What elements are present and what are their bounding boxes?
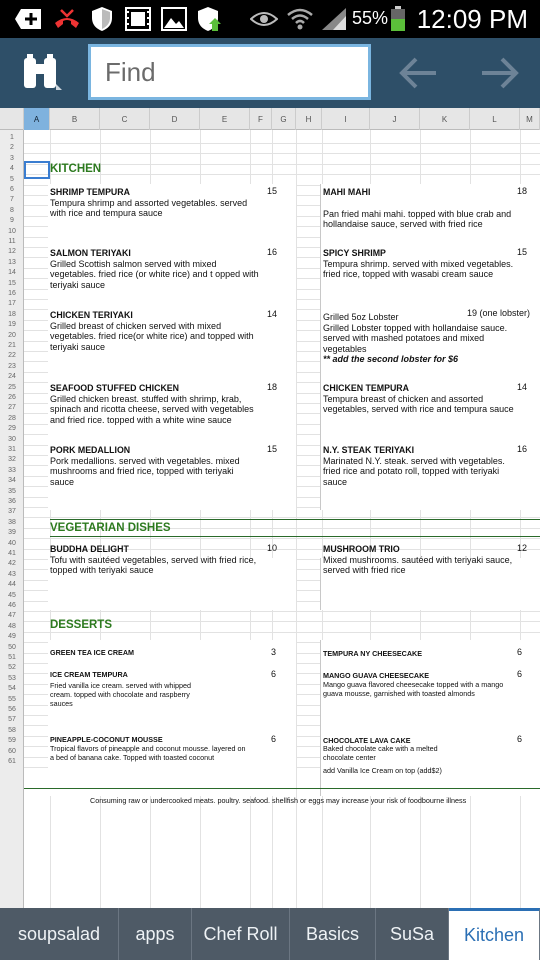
item-name: CHOCOLATE LAVA CAKE <box>323 736 411 745</box>
item-desc: Fried vanilla ice cream. served with whipped cream. topped with chocolate and raspberry sauces <box>50 681 192 708</box>
item-name: SHRIMP TEMPURA <box>50 187 130 197</box>
column-label[interactable]: L <box>470 108 520 130</box>
row-label[interactable]: 12 <box>8 248 16 256</box>
section-desserts: DESSERTS <box>50 619 112 631</box>
footer-note: Consuming raw or undercooked meats. poultry. seafood. shellfish or eggs may increase your risk of foodbourne illness <box>90 796 467 805</box>
item-name: CHICKEN TERIYAKI <box>50 310 133 320</box>
column-label[interactable]: A <box>24 108 50 130</box>
item-price: 6 <box>271 669 277 679</box>
row-label[interactable]: 26 <box>8 394 16 401</box>
row-label[interactable]: 60 <box>8 747 16 755</box>
row-label[interactable]: 19 <box>8 321 16 329</box>
item-price: 14 <box>517 382 528 392</box>
column-label[interactable]: K <box>420 108 470 130</box>
item-desc: Mixed mushrooms. sautéed with teriyaki sauce, served with fried rice <box>323 555 513 576</box>
item-name: PINEAPPLE-COCONUT MOUSSE <box>50 735 163 744</box>
row-label[interactable]: 20 <box>8 331 16 339</box>
image-icon <box>160 6 188 32</box>
item-desc: Grilled chicken breast. stuffed with shrimp, krab, spinach and ricotta cheese, served with vegetables and fried rice. topped with a white wine sauce <box>50 394 254 425</box>
item-name: GREEN TEA ICE CREAM <box>50 648 134 657</box>
item-price: 19 (one lobster) <box>467 308 531 318</box>
shield-icon <box>90 6 114 32</box>
row-label[interactable]: 57 <box>8 716 16 724</box>
sheet-tabs <box>0 908 540 960</box>
row-label[interactable]: 39 <box>8 529 16 537</box>
item-name: ICE CREAM TEMPURA <box>50 670 128 679</box>
item-name: SEAFOOD STUFFED CHICKEN <box>50 383 180 393</box>
corner-cell[interactable] <box>0 108 24 130</box>
battery-icon <box>388 6 408 32</box>
row-label[interactable]: 47 <box>8 612 16 620</box>
row-label[interactable]: 4 <box>10 165 14 173</box>
item-desc: Pork medallions. served with vegetables. mixed mushrooms and fried rice, topped with teriyaki sauce <box>50 456 240 487</box>
row-label[interactable]: 33 <box>8 466 16 474</box>
item-name: N.Y. STEAK TERIYAKI <box>323 445 415 455</box>
row-label[interactable]: 7 <box>10 196 14 204</box>
item-price: 18 <box>267 382 278 392</box>
item-price: 15 <box>517 247 528 257</box>
row-label[interactable]: 30 <box>8 435 16 443</box>
item-price: 6 <box>271 734 277 744</box>
item-price: 15 <box>267 444 278 454</box>
column-label[interactable]: G <box>272 108 296 130</box>
row-label[interactable]: 22 <box>8 352 16 360</box>
item-desc: Tempura breast of chicken and assorted vegetables, served with rice and tempura sauce <box>323 394 514 415</box>
row-label[interactable]: 42 <box>8 560 16 568</box>
item-name: CHICKEN TEMPURA <box>323 383 410 393</box>
item-price: 14 <box>267 309 278 319</box>
find-bar <box>0 38 540 108</box>
row-label[interactable]: 56 <box>8 706 16 713</box>
column-label[interactable]: H <box>296 108 322 130</box>
item-name: MAHI MAHI <box>323 187 371 197</box>
row-label[interactable]: 38 <box>8 518 16 526</box>
column-label[interactable]: J <box>370 108 420 130</box>
spreadsheet[interactable] <box>0 108 540 908</box>
row-label[interactable]: 48 <box>8 622 16 630</box>
row-label[interactable]: 5 <box>10 175 14 183</box>
missed-call-icon <box>52 6 82 32</box>
row-label[interactable]: 54 <box>8 685 16 693</box>
tab-kitchen[interactable]: Kitchen <box>449 908 540 960</box>
item-desc: Tempura shrimp and assorted vegetables. served with rice and tempura sauce <box>50 198 248 219</box>
column-label[interactable]: B <box>50 108 100 130</box>
row-label[interactable]: 9 <box>10 217 14 225</box>
row-label[interactable]: 31 <box>8 446 16 453</box>
row-label[interactable]: 40 <box>8 539 16 547</box>
row-label[interactable]: 43 <box>8 570 16 578</box>
row-label[interactable]: 27 <box>8 404 16 412</box>
section-kitchen: KITCHEN <box>50 163 102 175</box>
row-label[interactable]: 58 <box>8 726 16 734</box>
row-label[interactable]: 35 <box>8 487 16 495</box>
row-label[interactable]: 6 <box>10 186 14 193</box>
status-bar <box>0 0 540 38</box>
row-label[interactable]: 45 <box>8 591 16 599</box>
row-label[interactable]: 23 <box>8 362 16 370</box>
row-gridline <box>24 611 540 612</box>
row-label[interactable]: 37 <box>8 508 16 516</box>
selected-cell[interactable] <box>24 161 50 179</box>
item-price: 10 <box>267 543 278 553</box>
find-input[interactable] <box>88 44 371 100</box>
row-label[interactable]: 16 <box>8 290 16 297</box>
tab-basics[interactable]: Basics <box>290 908 376 960</box>
arrow-left-icon[interactable] <box>398 54 438 92</box>
tab-chef-roll[interactable]: Chef Roll <box>192 908 290 960</box>
row-gridline <box>24 174 540 175</box>
item-name: SALMON TERIYAKI <box>50 248 131 258</box>
item-desc: Tofu with sautéed vegetables, served with fried rice, topped with teriyaki sauce <box>50 555 257 576</box>
tab-susa[interactable]: SuSa <box>376 908 449 960</box>
row-label[interactable]: 11 <box>8 238 16 245</box>
item-desc: Grilled breast of chicken served with mixed vegetables. fried rice(or white rice) and topped with teriyaki sauce <box>50 321 254 352</box>
row-label[interactable]: 49 <box>8 633 16 641</box>
row-label[interactable]: 32 <box>8 456 16 464</box>
item-desc: Grilled Scottish salmon served with mixed vegetables. fried rice (or white rice) and t opped with teriyaki sauce <box>50 259 259 290</box>
column-label[interactable]: M <box>520 108 540 130</box>
item-note: ** add the second lobster for $6 <box>323 354 459 364</box>
row-label[interactable]: 8 <box>10 206 14 214</box>
item-name: Grilled 5oz Lobster <box>323 312 399 322</box>
item-price: 6 <box>517 669 523 679</box>
item-name: MUSHROOM TRIO <box>323 544 400 554</box>
row-label[interactable]: 51 <box>8 654 16 661</box>
row-label[interactable]: 14 <box>8 269 16 277</box>
row-label[interactable]: 53 <box>8 674 16 682</box>
item-note: add Vanilla Ice Cream on top (add$2) <box>323 766 442 775</box>
row-label[interactable]: 17 <box>8 300 16 308</box>
row-gridline <box>24 153 540 154</box>
item-price: 16 <box>267 247 278 257</box>
row-gridline <box>24 143 540 144</box>
row-label[interactable]: 34 <box>8 477 16 485</box>
item-desc: Tempura shrimp. served with mixed vegetables. fried rice, topped with wasabi cream sauce <box>323 259 514 280</box>
row-label[interactable]: 50 <box>8 643 16 651</box>
row-gridline <box>24 632 540 633</box>
row-label[interactable]: 55 <box>8 695 16 703</box>
row-label[interactable]: 52 <box>8 664 16 672</box>
section-vegetarian: VEGETARIAN DISHES <box>50 522 171 534</box>
item-desc: Grilled Lobster topped with hollandaise sauce. served with mashed potatoes and mixed vegetables <box>323 323 508 354</box>
item-desc: Marinated N.Y. steak. served with vegetables. fried rice and potato roll, topped with teriyaki sauce <box>323 456 505 487</box>
row-gridline <box>24 538 540 539</box>
row-header <box>0 130 24 908</box>
row-label[interactable]: 28 <box>8 414 16 422</box>
item-price: 6 <box>517 647 523 657</box>
item-name: MANGO GUAVA CHEESECAKE <box>323 671 430 680</box>
film-icon <box>124 6 152 32</box>
binoculars-icon[interactable] <box>18 50 64 96</box>
wifi-icon <box>286 6 314 32</box>
item-name: TEMPURA NY CHEESECAKE <box>323 649 423 658</box>
item-desc: Pan fried mahi mahi. topped with blue crab and hollandaise sauce, served with fried rice <box>323 209 512 230</box>
row-label[interactable]: 1 <box>10 134 14 141</box>
column-label[interactable]: I <box>322 108 370 130</box>
row-label[interactable]: 18 <box>8 310 16 318</box>
item-desc: Mango guava flavored cheesecake topped with a mango guava mousse, garnished with toasted almonds <box>323 680 504 698</box>
arrow-right-icon[interactable] <box>480 54 520 92</box>
item-desc: Tropical flavors of pineapple and coconut mousse. layered on a bed of banana cake. Topped with toasted coconut <box>50 744 246 762</box>
item-price: 16 <box>517 444 528 454</box>
column-header <box>0 108 540 130</box>
column-label[interactable]: F <box>250 108 272 130</box>
item-price: 12 <box>517 543 528 553</box>
row-label[interactable]: 13 <box>8 258 16 266</box>
shield-update-icon <box>196 6 224 32</box>
row-label[interactable]: 29 <box>8 425 16 433</box>
row-label[interactable]: 24 <box>8 373 16 381</box>
cell-grid[interactable] <box>24 130 540 908</box>
row-label[interactable]: 21 <box>8 342 16 349</box>
item-price: 6 <box>517 734 523 744</box>
item-price: 3 <box>271 647 277 657</box>
signal-icon <box>320 6 348 32</box>
item-price: 15 <box>267 186 278 196</box>
item-name: PORK MEDALLION <box>50 445 131 455</box>
row-label[interactable]: 15 <box>8 279 16 287</box>
row-label[interactable]: 44 <box>8 581 16 589</box>
row-label[interactable]: 61 <box>8 758 16 765</box>
item-price: 18 <box>517 186 528 196</box>
column-label[interactable]: E <box>200 108 250 130</box>
clock: 12:09 PM <box>416 4 528 34</box>
row-label[interactable]: 36 <box>8 498 16 505</box>
column-label[interactable]: D <box>150 108 200 130</box>
tab-soupsalad[interactable]: soupsalad <box>0 908 119 960</box>
item-name: BUDDHA DELIGHT <box>50 544 129 554</box>
item-name: SPICY SHRIMP <box>323 248 386 258</box>
battery-percent: 55% <box>352 8 389 28</box>
row-label[interactable]: 10 <box>8 227 16 235</box>
column-label[interactable]: C <box>100 108 150 130</box>
row-gridline <box>24 164 540 165</box>
row-label[interactable]: 2 <box>10 144 14 152</box>
row-label[interactable]: 46 <box>8 602 16 609</box>
eye-icon <box>250 6 278 32</box>
row-label[interactable]: 25 <box>8 383 16 391</box>
add-icon <box>14 6 44 32</box>
row-label[interactable]: 41 <box>8 550 16 557</box>
row-label[interactable]: 3 <box>10 154 14 162</box>
tab-apps[interactable]: apps <box>119 908 192 960</box>
row-label[interactable]: 59 <box>8 737 16 745</box>
item-desc: Baked chocolate cake with a melted chocolate center <box>323 744 438 762</box>
